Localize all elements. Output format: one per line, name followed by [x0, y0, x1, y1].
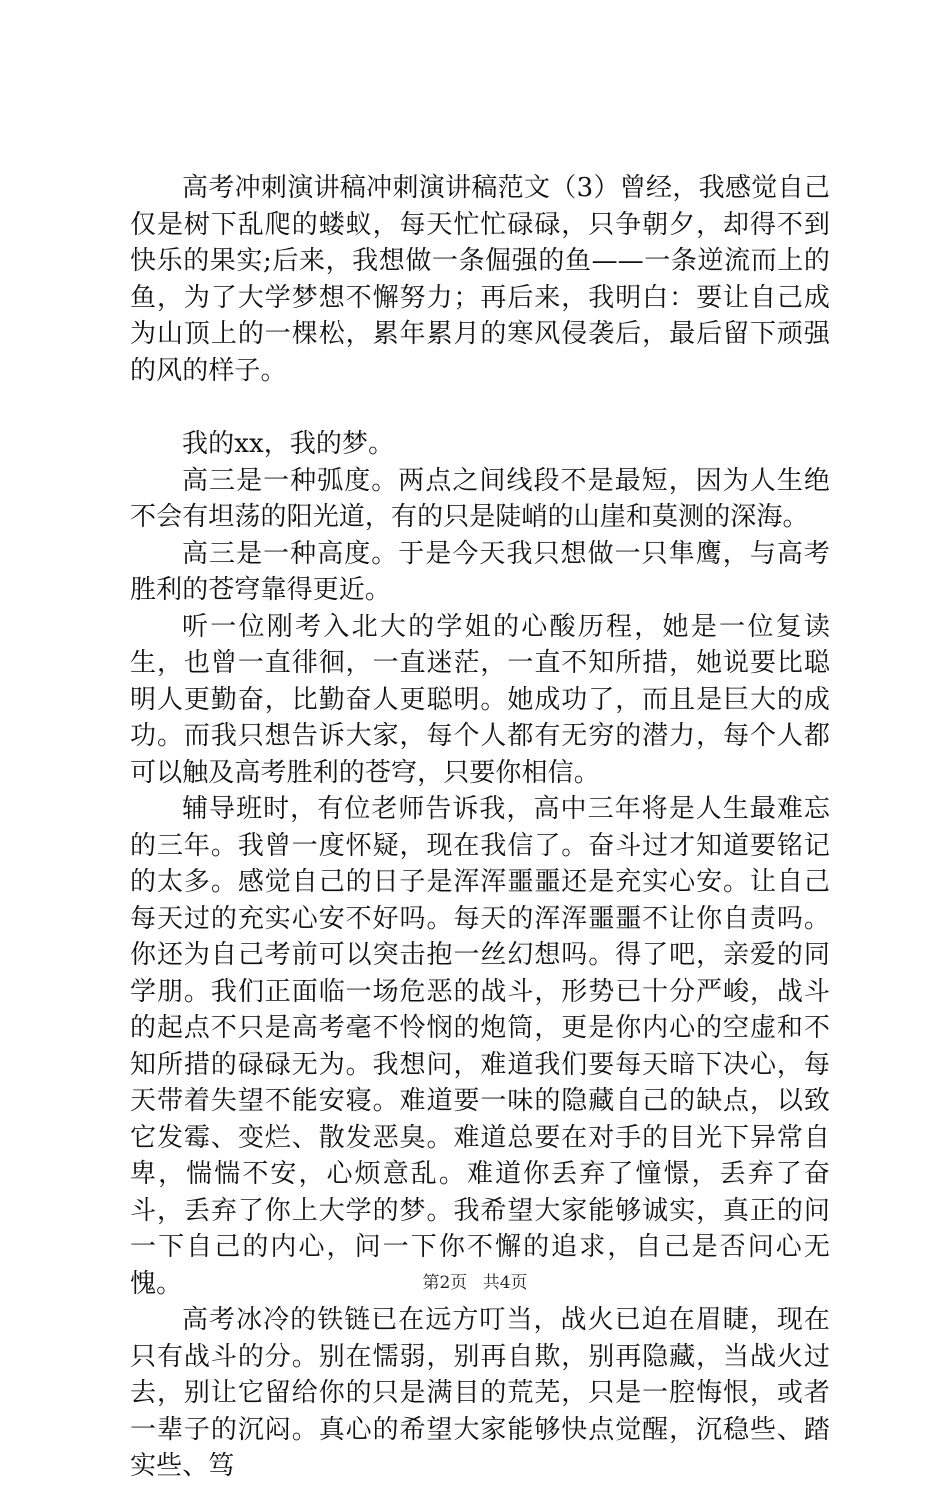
paragraph-arc: 高三是一种弧度。两点之间线段不是最短，因为人生绝不会有坦荡的阳光道，有的只是陡峭的山崖和莫测的深海。 — [130, 465, 830, 532]
paragraph-intro: 高考冲刺演讲稿冲刺演讲稿范文（3）曾经，我感觉自己仅是树下乱爬的蝼蚁，每天忙忙碌碌，只争朝夕，却得不到快乐的果实;后来，我想做一条倔强的鱼——一条逆流而上的鱼，为了大学梦想不懈努力；再后来，我明白：要让自己成为山顶上的一棵松，累年累月的寒风侵袭后，最后留下顽强的风的样子。 — [130, 173, 830, 386]
paragraph-senior-story: 听一位刚考入北大的学姐的心酸历程，她是一位复读生，也曾一直徘徊，一直迷茫，一直不知所措，她说要比聪明人更勤奋，比勤奋人更聪明。她成功了，而且是巨大的成功。而我只想告诉大家，每个人都有无穷的潜力，每个人都可以触及高考胜利的苍穹，只要你相信。 — [130, 611, 830, 788]
page-total: 共4页 — [482, 1273, 528, 1293]
paragraph-height: 高三是一种高度。于是今天我只想做一只隼鹰，与高考胜利的苍穹靠得更近。 — [130, 538, 830, 605]
page-footer — [0, 1268, 950, 1293]
paragraph-tutoring: 辅导班时，有位老师告诉我，高中三年将是人生最难忘的三年。我曾一度怀疑，现在我信了。奋斗过才知道要铭记的太多。感觉自己的日子是浑浑噩噩还是充实心安。让自己每天过的充实心安不好吗。每天的浑浑噩噩不让你自责吗。你还为自己考前可以突击抱一丝幻想吗。得了吧，亲爱的同学朋。我们正面临一场危恶的战斗，形势已十分严峻，战斗的起点不只是高考毫不怜悯的炮筒，更是你内心的空虚和不知所措的碌碌无为。我想问，难道我们要每天暗下决心，每天带着失望不能安寝。难道要一味的隐藏自己的缺点，以致它发霉、变烂、散发恶臭。难道总要在对手的目光下异常自卑，惴惴不安，心烦意乱。难道你丢弃了憧憬，丢弃了奋斗，丢弃了你上大学的梦。我希望大家能够诚实，真正的问一下自己的内心，问一下你不懈的追求，自己是否问心无愧。 — [130, 794, 830, 1299]
page-number: 第2页 — [422, 1273, 468, 1293]
paragraph-call-to-action: 高考冰冷的铁链已在远方叮当，战火已迫在眉睫，现在只有战斗的分。别在懦弱，别再自欺，别再隐藏，当战火过去，别让它留给你的只是满目的荒芜，只是一腔悔恨，或者一辈子的沉闷。真心的希望大家能够快点觉醒，沉稳些、踏实些、笃 — [130, 1305, 830, 1481]
paragraph-gap — [130, 389, 830, 426]
paragraph-my-dream: 我的xx，我的梦。 — [182, 429, 395, 459]
